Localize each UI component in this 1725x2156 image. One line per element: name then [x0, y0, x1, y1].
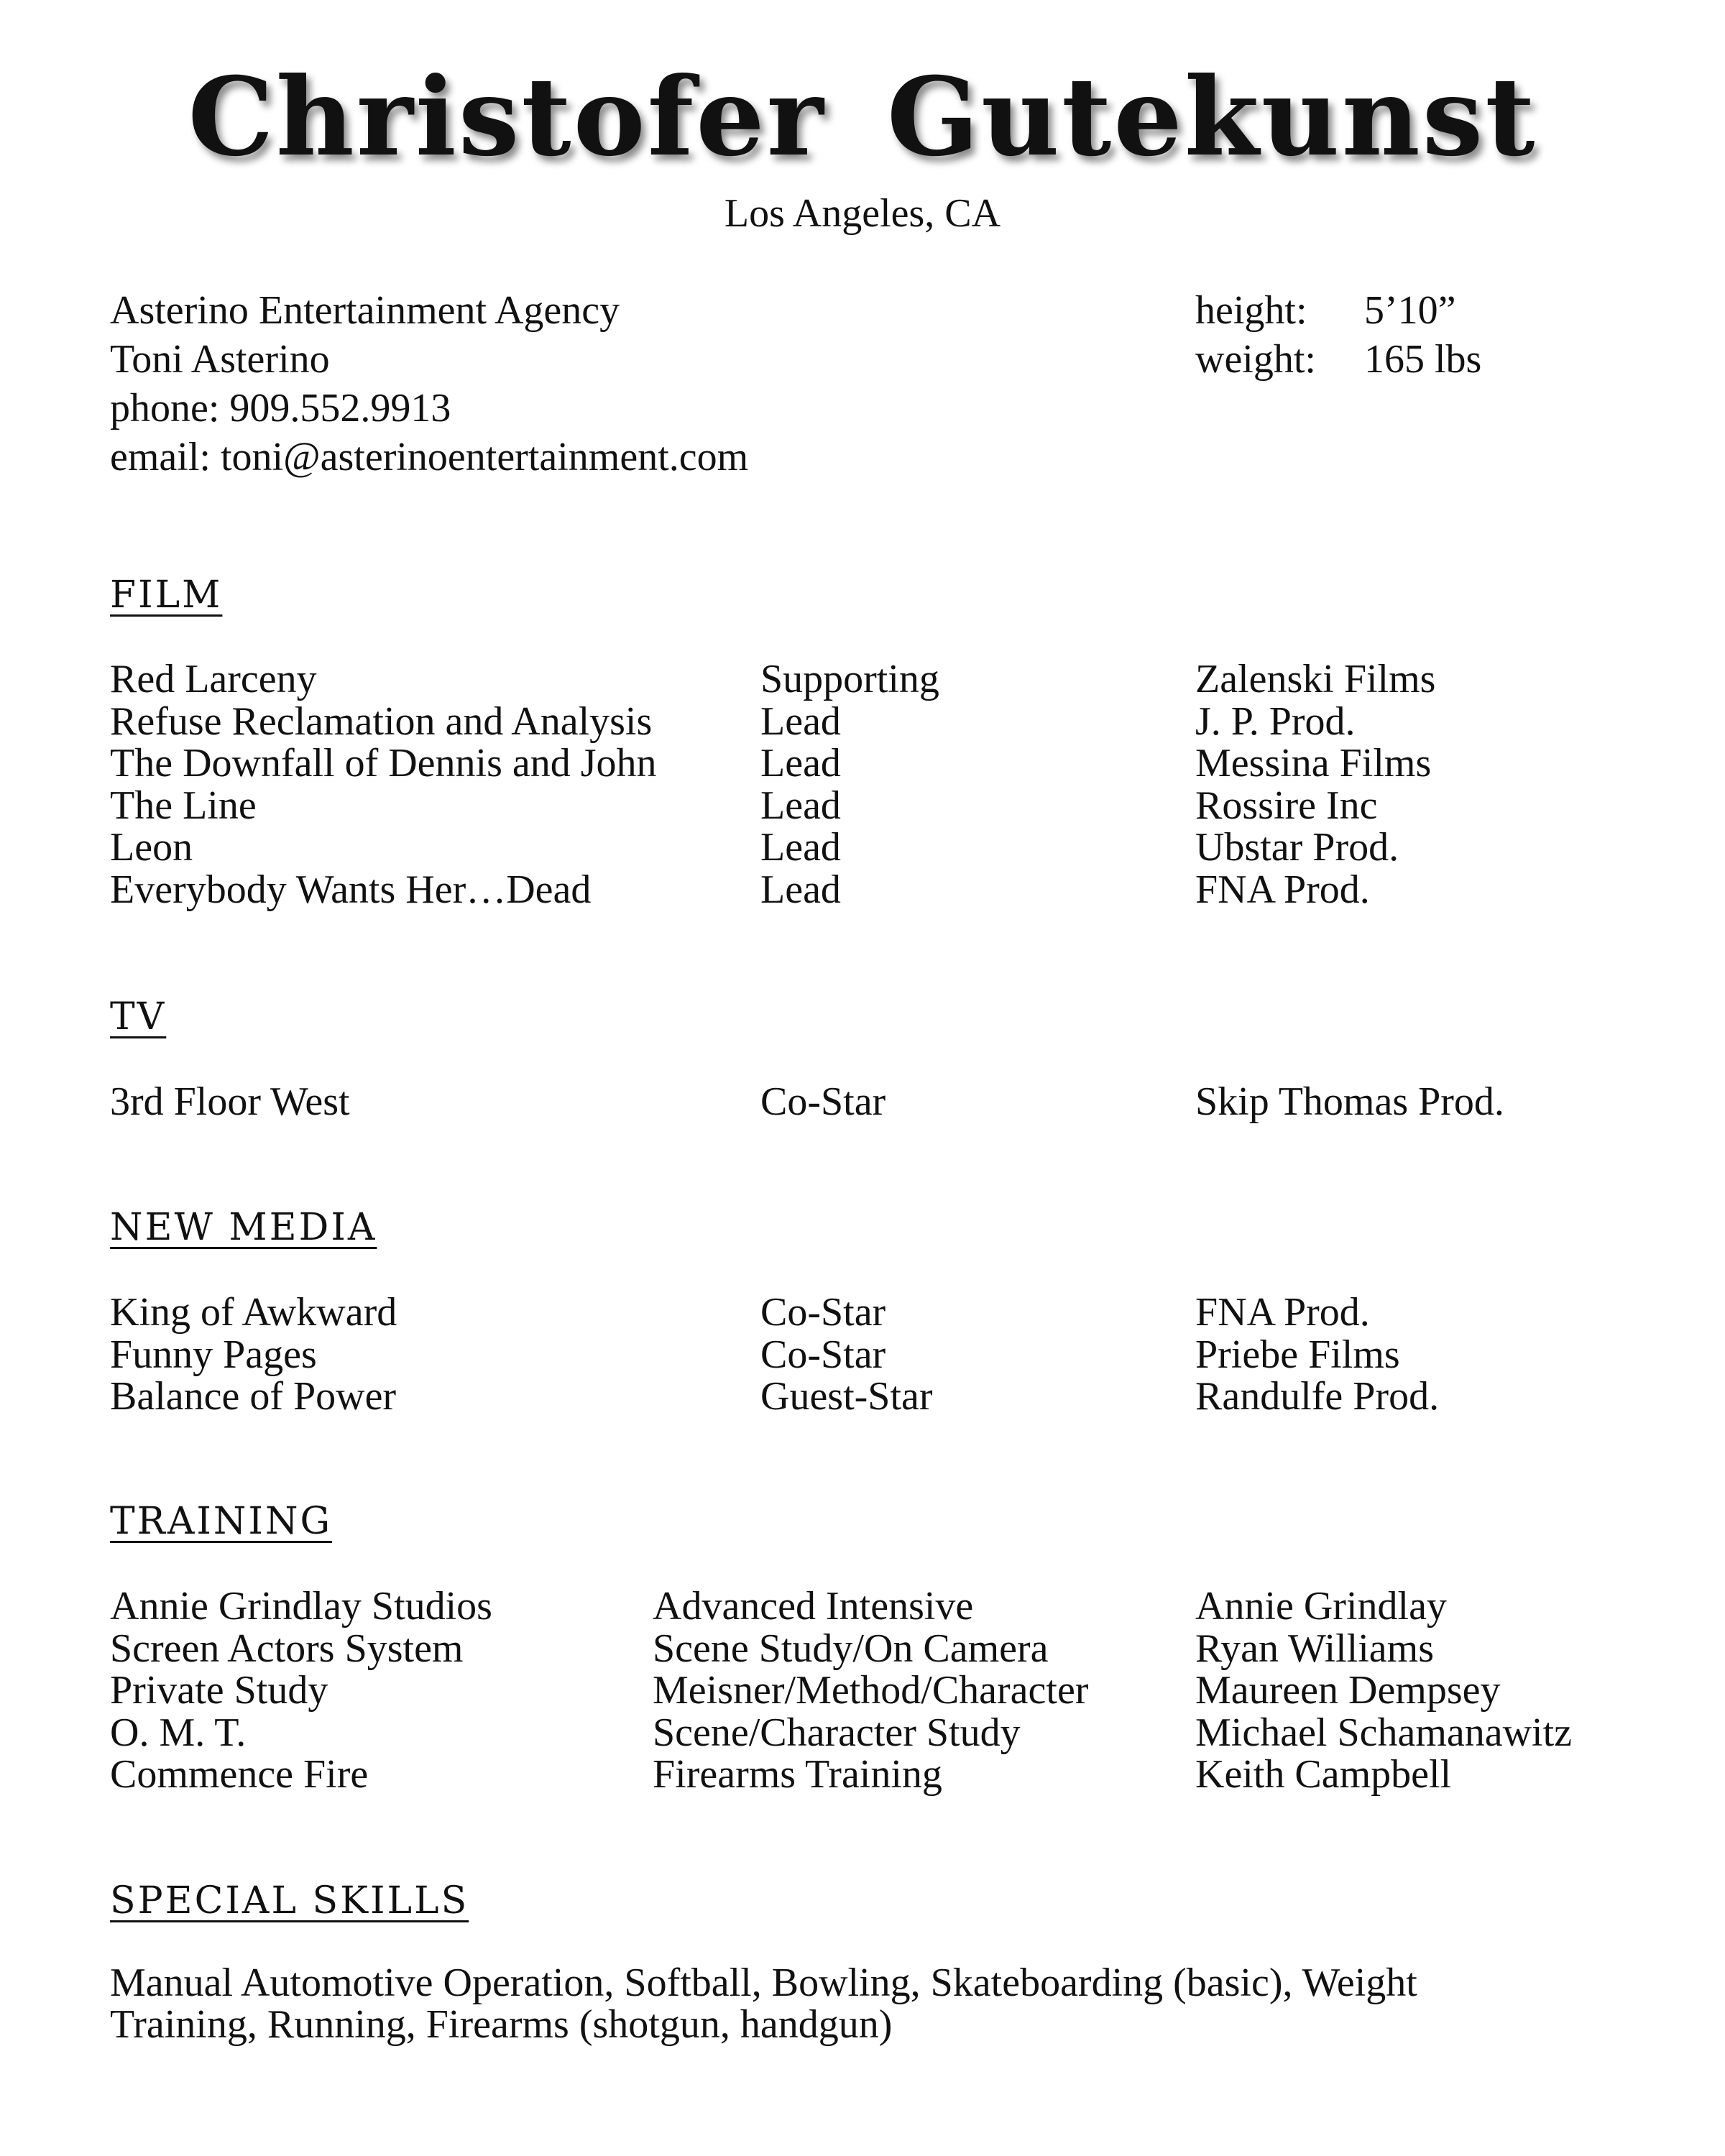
table-row: [0, 701, 1725, 742]
table-row: [0, 869, 1725, 911]
credit-title: The Downfall of Dennis and John: [110, 741, 657, 786]
table-row: [0, 1081, 1725, 1123]
agency-phone: phone: 909.552.9913: [110, 386, 451, 430]
credit-role: Lead: [760, 867, 841, 912]
training-instructor: Ryan Williams: [1195, 1626, 1435, 1671]
credit-title: King of Awkward: [110, 1290, 397, 1335]
credit-company: Zalenski Films: [1195, 657, 1436, 701]
training-course: Scene Study/On Camera: [653, 1626, 1049, 1671]
credit-company: FNA Prod.: [1195, 867, 1370, 912]
table-row: [0, 1334, 1725, 1376]
weight-value: 165 lbs: [1364, 337, 1482, 382]
credit-company: Randulfe Prod.: [1195, 1374, 1440, 1419]
table-row: [0, 1376, 1725, 1417]
training-instructor: Keith Campbell: [1195, 1752, 1452, 1797]
table-row: [0, 1628, 1725, 1669]
credit-title: Refuse Reclamation and Analysis: [110, 699, 653, 744]
credit-role: Co-Star: [760, 1332, 886, 1377]
special-skills-heading: SPECIAL SKILLS: [110, 1879, 469, 1922]
table-row: [0, 658, 1725, 700]
table-row: [0, 1585, 1725, 1627]
credit-company: Skip Thomas Prod.: [1195, 1079, 1504, 1124]
weight-label: weight:: [1195, 337, 1316, 382]
table-row: [0, 1754, 1725, 1795]
training-course: Advanced Intensive: [653, 1584, 974, 1628]
special-skills-text: Manual Automotive Operation, Softball, Bowling, Skateboarding (basic), Weight Training, Running, Firearms (shotgun, handgun): [110, 1961, 1417, 2047]
credit-title: Everybody Wants Her…Dead: [110, 867, 592, 912]
training-school: O. M. T.: [110, 1710, 247, 1755]
new-media-heading: NEW MEDIA: [110, 1206, 377, 1249]
training-school: Commence Fire: [110, 1752, 369, 1797]
training-school: Annie Grindlay Studios: [110, 1584, 492, 1628]
agency-email: email: toni@asterinoentertainment.com: [110, 435, 749, 479]
table-row: [0, 742, 1725, 784]
tv-heading: TV: [110, 995, 167, 1038]
credit-title: Leon: [110, 825, 193, 870]
agency-name: Asterino Entertainment Agency: [110, 288, 620, 333]
credit-company: Messina Films: [1195, 741, 1432, 786]
credit-role: Lead: [760, 699, 841, 744]
credit-title: Balance of Power: [110, 1374, 397, 1419]
training-course: Meisner/Method/Character: [653, 1668, 1089, 1713]
film-heading: FILM: [110, 573, 223, 617]
credit-company: Priebe Films: [1195, 1332, 1400, 1377]
credit-role: Co-Star: [760, 1079, 886, 1124]
training-instructor: Maureen Dempsey: [1195, 1668, 1501, 1713]
table-row: [0, 826, 1725, 868]
credit-title: 3rd Floor West: [110, 1079, 350, 1124]
training-school: Private Study: [110, 1668, 328, 1713]
training-school: Screen Actors System: [110, 1626, 464, 1671]
credit-title: The Line: [110, 783, 257, 828]
credit-role: Supporting: [760, 657, 939, 701]
table-row: [0, 1291, 1725, 1333]
credit-company: FNA Prod.: [1195, 1290, 1370, 1335]
table-row: [0, 1712, 1725, 1754]
credit-company: J. P. Prod.: [1195, 699, 1356, 744]
training-course: Firearms Training: [653, 1752, 942, 1797]
credit-company: Ubstar Prod.: [1195, 825, 1399, 870]
actor-name: Christofer Gutekunst: [188, 54, 1537, 180]
training-course: Scene/Character Study: [653, 1710, 1021, 1755]
credit-role: Lead: [760, 825, 841, 870]
training-heading: TRAINING: [110, 1500, 333, 1543]
credit-company: Rossire Inc: [1195, 783, 1378, 828]
credit-role: Lead: [760, 741, 841, 786]
training-instructor: Annie Grindlay: [1195, 1584, 1447, 1628]
credit-role: Lead: [760, 783, 841, 828]
training-instructor: Michael Schamanawitz: [1195, 1710, 1573, 1755]
agent-name: Toni Asterino: [110, 337, 330, 382]
height-label: height:: [1195, 288, 1307, 333]
credit-title: Funny Pages: [110, 1332, 317, 1377]
location: Los Angeles, CA: [724, 191, 1001, 236]
table-row: [0, 785, 1725, 826]
credit-role: Guest-Star: [760, 1374, 933, 1419]
credit-title: Red Larceny: [110, 657, 317, 701]
table-row: [0, 1669, 1725, 1711]
credit-role: Co-Star: [760, 1290, 886, 1335]
height-value: 5’10”: [1364, 288, 1456, 333]
